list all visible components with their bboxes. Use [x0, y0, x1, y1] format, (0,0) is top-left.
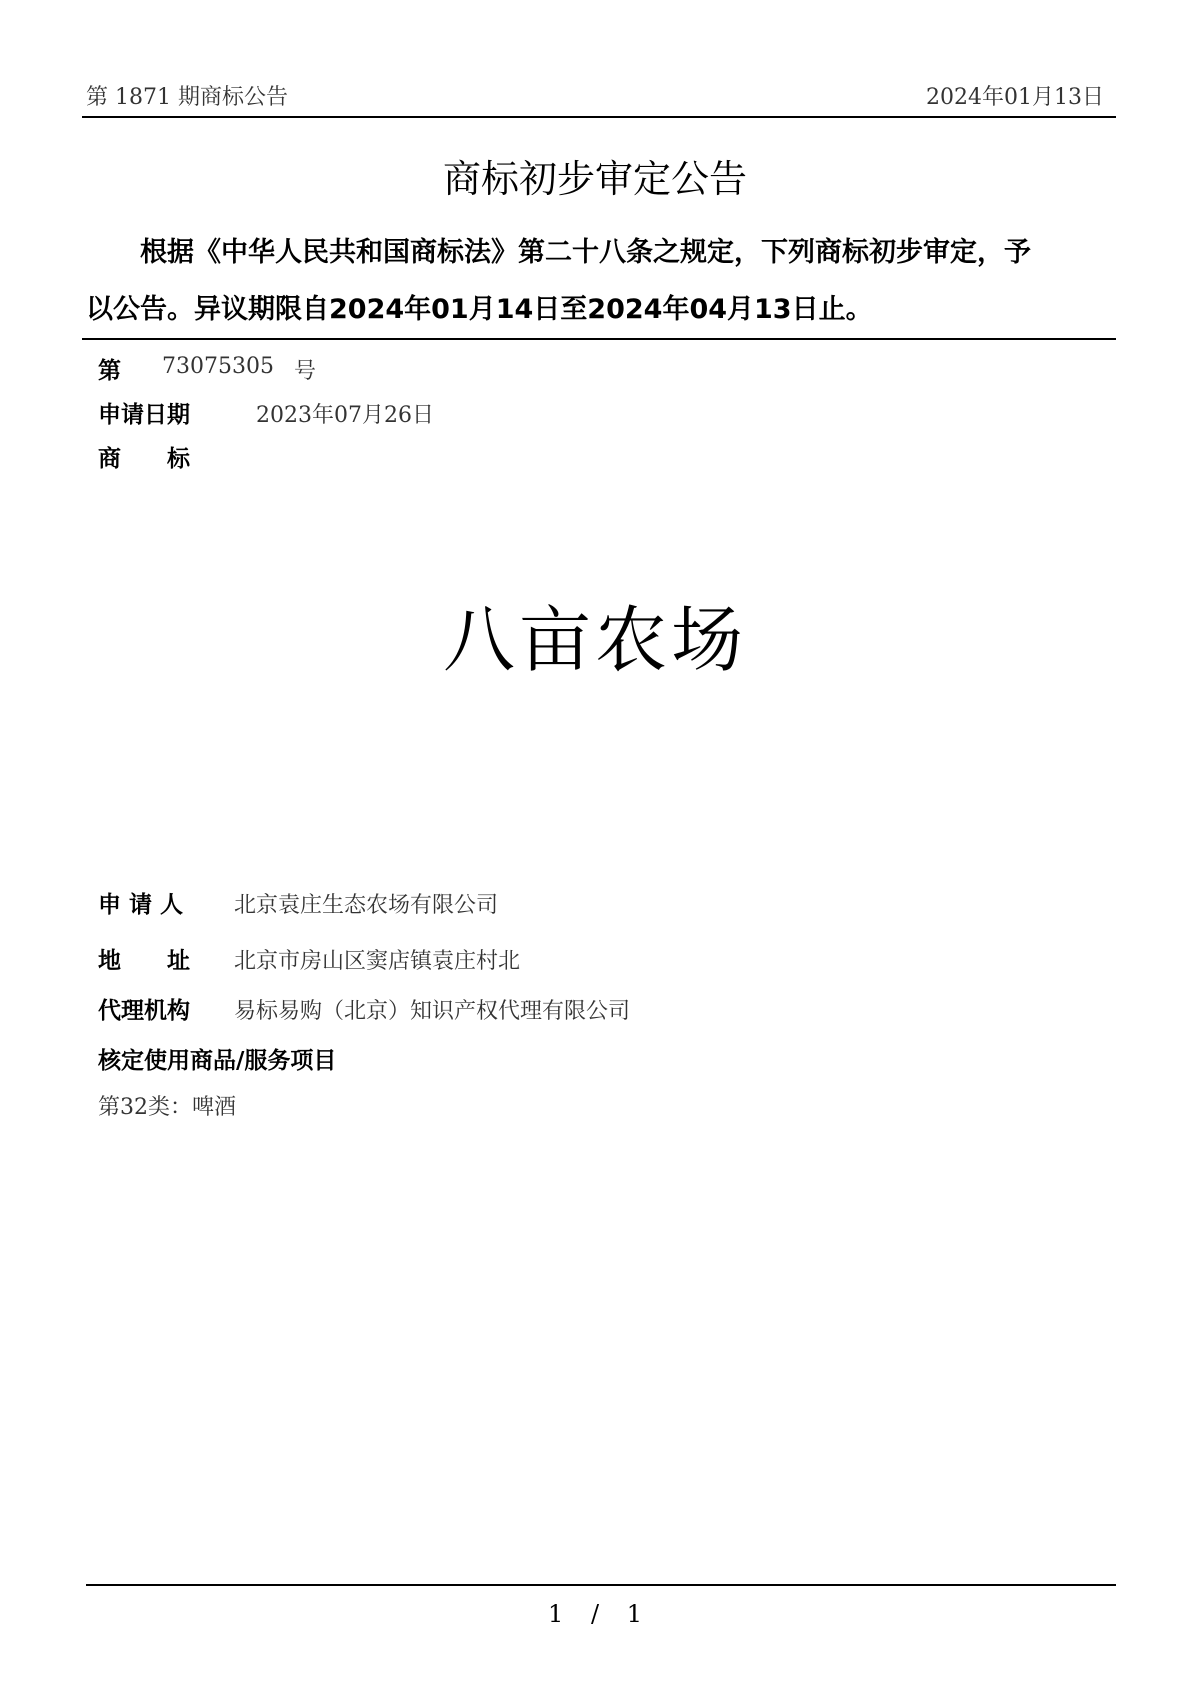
page-separator: / — [590, 1600, 600, 1628]
intro-line-1: 根据《中华人民共和国商标法》第二十八条之规定，下列商标初步审定，予 — [140, 237, 1031, 268]
issue-number: 第 1871 期商标公告 — [86, 85, 288, 110]
filing-date-label: 申请日期 — [98, 402, 190, 428]
agent-name: 易标易购（北京）知识产权代理有限公司 — [234, 999, 631, 1024]
footer-rule — [86, 1584, 1116, 1586]
intro-line-2: 以公告。异议期限自2024年01月14日至2024年04月13日止。 — [86, 294, 873, 325]
mark-label: 商 标 — [98, 446, 190, 472]
applicant-label: 申 请 人 — [98, 892, 184, 918]
page-title: 商标初步审定公告 — [442, 157, 747, 201]
goods-label: 核定使用商品/服务项目 — [98, 1048, 337, 1074]
filing-date: 2023年07月26日 — [256, 403, 434, 428]
header-rule — [82, 116, 1116, 118]
number-prefix: 第 — [98, 358, 121, 384]
applicant-name: 北京袁庄生态农场有限公司 — [234, 893, 499, 918]
goods-list: 第32类：啤酒 — [98, 1095, 236, 1120]
registration-number: 73075305 — [162, 354, 274, 379]
page-indicator — [0, 1600, 1190, 1628]
number-suffix: 号 — [294, 359, 317, 384]
address-label: 地 址 — [98, 948, 190, 974]
total-pages: 1 — [626, 1600, 642, 1628]
issue-date: 2024年01月13日 — [926, 85, 1104, 110]
agent-label: 代理机构 — [98, 998, 190, 1024]
trademark-text: 八亩农场 — [442, 598, 747, 682]
current-page: 1 — [548, 1600, 564, 1628]
intro-rule — [82, 338, 1116, 340]
intro-paragraph — [86, 224, 1116, 338]
applicant-address: 北京市房山区窦店镇袁庄村北 — [234, 949, 521, 974]
